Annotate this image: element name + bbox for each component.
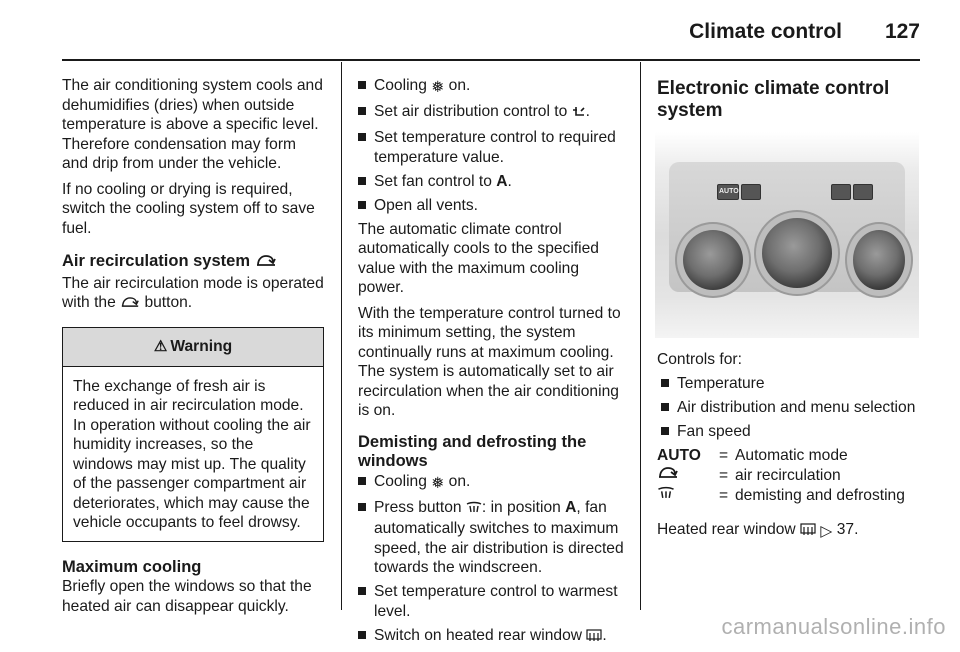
- minimum-setting-paragraph: With the temperature control turned to its minimum setting, the system continually runs at maximum cooling. The system is automatically set to air recirculation when the air conditioning is on.: [358, 304, 621, 419]
- warning-body: The exchange of fresh air is reduced in air recirculation mode. In operation without cooling the air humidity increases, so the windows may mist up. The quality of the passenger compartment air deteriorates, which may cause the vehicle occupants to feel drowsy.: [73, 377, 311, 531]
- recirculation-heading: [62, 252, 324, 274]
- column-2: [358, 76, 624, 652]
- list-item: [358, 128, 624, 167]
- intro-paragraph: The air conditioning system cools and dehumidifies (dries) when outside temperature is above a specific level. Therefore condensation may form and drip from under the vehicle.: [62, 77, 323, 172]
- warning-box: [62, 327, 324, 542]
- list-item: [358, 626, 624, 648]
- rear-window-heater-icon: [800, 522, 816, 542]
- list-item-text: on.: [448, 77, 471, 94]
- section-heading: Electronic climate control system: [657, 78, 890, 121]
- list-item-text: .: [602, 626, 607, 644]
- position-label: A: [565, 498, 577, 516]
- recirculation-icon: [120, 295, 140, 315]
- recirculation-text-b: button.: [144, 294, 193, 311]
- definition-desc: demisting and defrosting: [735, 486, 905, 504]
- list-item-text: Cooling: [374, 77, 427, 94]
- definition-row: [657, 466, 922, 486]
- list-item-text: Set fan control to: [374, 172, 492, 190]
- list-item-text: Cooling: [374, 472, 427, 490]
- page-title: Climate control: [689, 20, 842, 43]
- list-item-text: Set temperature control to warmest level.: [374, 583, 618, 620]
- list-item: [358, 472, 624, 494]
- page-number: 127: [884, 20, 920, 43]
- column-3: [657, 78, 922, 547]
- page-header: [0, 0, 960, 62]
- definition-desc: air recirculation: [735, 466, 841, 484]
- definition-equals: =: [719, 446, 729, 464]
- list-item-text: Press button: [374, 498, 462, 516]
- page-reference: 37.: [836, 520, 859, 538]
- list-item: [661, 374, 922, 394]
- demist-icon: [657, 486, 719, 506]
- list-item: [358, 76, 624, 98]
- list-item: [358, 582, 624, 621]
- auto-button-label: AUTO: [719, 188, 739, 195]
- warning-header: [63, 328, 323, 367]
- list-item-text: on.: [448, 472, 471, 490]
- list-item-text: Fan speed: [677, 422, 751, 440]
- recirculation-icon: [657, 466, 719, 486]
- list-item: [358, 102, 624, 124]
- warning-title: Warning: [170, 337, 233, 355]
- cooling-snowflake-icon: ❅: [431, 79, 445, 96]
- maximum-cooling-text: Briefly open the windows so that the heated air can disappear quickly.: [62, 578, 312, 615]
- list-item-text: Air distribution and menu selection: [677, 398, 916, 416]
- watermark: carmanualsonline.info: [721, 614, 946, 639]
- demist-icon: [466, 500, 482, 520]
- list-item-text: .: [507, 172, 512, 190]
- definition-row: [657, 486, 922, 506]
- column-divider: [640, 62, 641, 610]
- rear-window-button-graphic: [853, 184, 873, 200]
- list-item-text: : in position: [481, 498, 561, 516]
- list-item-text: Temperature: [677, 374, 765, 392]
- list-item-text: Set temperature control to required temperature value.: [374, 129, 616, 166]
- column-1: [62, 76, 324, 622]
- definition-equals: =: [719, 486, 729, 504]
- fan-position-label: A: [496, 172, 508, 190]
- climate-control-panel-photo: [655, 132, 919, 338]
- list-item: [358, 172, 624, 192]
- list-item: [358, 196, 624, 216]
- definition-list: [657, 446, 922, 506]
- demist-button-graphic: [831, 184, 851, 200]
- air-distribution-icon: [572, 104, 586, 124]
- maximum-cooling-heading: Maximum cooling: [62, 557, 202, 576]
- temperature-knob: [683, 230, 743, 290]
- recirculation-text-a: The air recirculation mode is operated with the: [62, 274, 324, 311]
- definition-desc: Automatic mode: [735, 446, 848, 464]
- list-item-text: Open all vents.: [374, 196, 479, 214]
- definition-row: [657, 446, 922, 466]
- recirculation-button-graphic: [741, 184, 761, 200]
- list-item-text: .: [585, 103, 590, 120]
- cooling-snowflake-icon: ❅: [431, 474, 445, 492]
- list-item: [358, 498, 624, 578]
- air-distribution-knob: [762, 218, 832, 288]
- fan-speed-knob: [853, 230, 905, 290]
- header-rule: [62, 59, 920, 61]
- rear-window-reference: [657, 520, 922, 542]
- list-item: [661, 422, 922, 442]
- column-divider: [341, 62, 342, 610]
- page-reference-arrow-icon: ▷: [820, 522, 833, 540]
- warning-triangle-icon: ⚠: [153, 337, 168, 355]
- controls-for-label: Controls for:: [657, 351, 742, 368]
- auto-button-graphic: [717, 184, 739, 200]
- list-item-text: Set air distribution control to: [374, 103, 568, 120]
- recirculation-heading-text: Air recirculation system: [62, 252, 250, 270]
- list-item-text: Switch on heated rear window: [374, 626, 583, 644]
- list-item-text: , fan automatically switches to maximum speed, the air distribution is directed towards the windscreen.: [374, 498, 624, 576]
- demisting-heading: Demisting and defrosting the windows: [358, 432, 587, 470]
- save-fuel-paragraph: If no cooling or drying is required, switch the cooling system off to save fuel.: [62, 180, 315, 237]
- rear-window-text: Heated rear window: [657, 520, 796, 538]
- recirculation-text: [62, 274, 324, 315]
- list-item: [661, 398, 922, 418]
- definition-equals: =: [719, 466, 729, 484]
- auto-paragraph: The automatic climate control automatically cools to the specified value with the maximum cooling power.: [358, 220, 599, 296]
- rear-window-heater-icon: [586, 628, 602, 648]
- recirculation-icon: [255, 254, 277, 274]
- definition-key: AUTO: [657, 446, 701, 464]
